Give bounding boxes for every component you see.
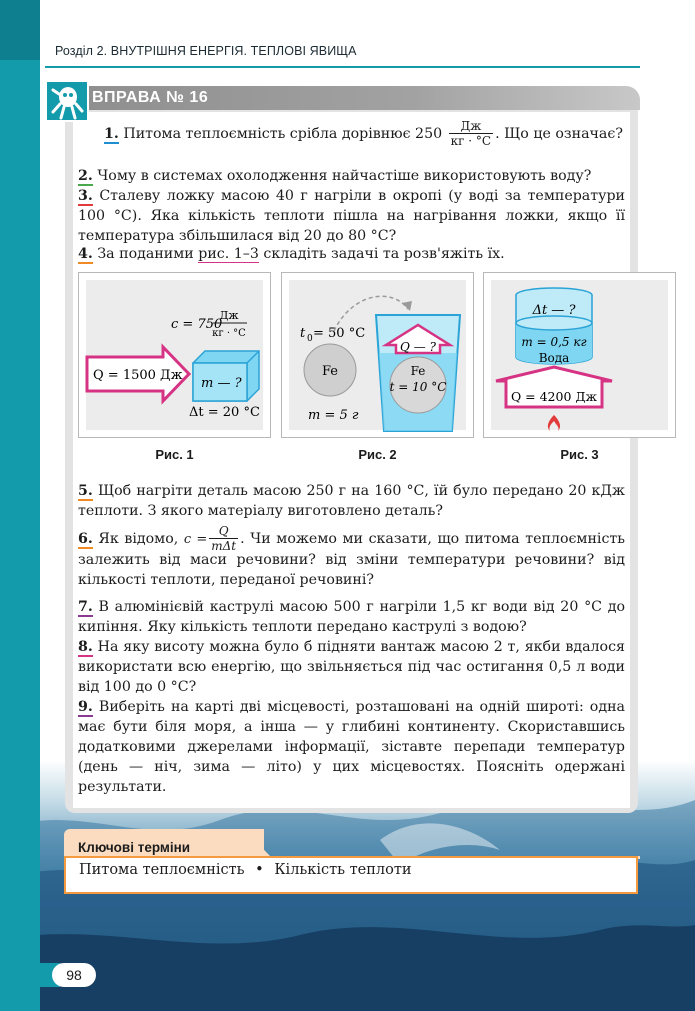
figure-3 (483, 272, 676, 438)
key-terms-tab-slope (230, 829, 640, 859)
mass-unknown-label: m — ? (201, 376, 242, 391)
task-2 (78, 166, 625, 186)
task-text: За поданими (97, 246, 194, 262)
task-number: 9. (78, 699, 93, 715)
water-mass-label: m = 0,5 кг (521, 335, 587, 349)
task-text: Чому в системах охолодження найчастіше використовують воду? (97, 168, 592, 184)
task-text: складіть задачі та розв'яжіть їх. (263, 246, 505, 262)
task-text: . Що це означає? (495, 126, 623, 142)
final-temp-label: t = 10 °С (389, 380, 447, 394)
figure-2-caption: Рис. 2 (358, 447, 397, 462)
flame-icon (548, 415, 560, 431)
task-text: В алюмінієвій каструлі масою 500 г нагріли 1,5 кг води від 20 °С до кипіння. Яку кількість теплоти передано каструлі з водою? (78, 599, 626, 635)
formula-fraction: $\frac{Q}{\text{mΔt}}$ (211, 523, 237, 553)
task-8 (78, 637, 625, 697)
exercise-mascot-icon (45, 80, 89, 122)
iron-ball-label-2: Fe (410, 364, 426, 378)
task-6 (78, 523, 625, 590)
task-number: 5. (78, 483, 93, 499)
initial-temp-value: = 50 °С (313, 326, 366, 341)
exercise-title: ВПРАВА № 16 (92, 89, 209, 106)
task-text: На яку висоту можна було б підняти вантаж масою 2 т, якби вдалося використати всю енергію, що звільняється під час остигання 0,5 л води від 100 до 0 °С? (78, 639, 625, 695)
key-terms-list (79, 859, 412, 881)
task-number: 4. (78, 246, 93, 262)
supplied-heat-label: Q = 4200 Дж (510, 389, 598, 404)
task-9 (78, 697, 625, 797)
header-rule (45, 66, 640, 68)
task-number: 3. (78, 188, 93, 204)
task-number: 6. (78, 531, 93, 547)
task-4 (78, 244, 625, 264)
term-separator: • (255, 862, 264, 878)
figure-3-caption: Рис. 3 (560, 447, 599, 462)
temp-change-unknown-label: Δt — ? (532, 303, 576, 318)
initial-temp-subscript: 0 (307, 334, 313, 344)
unit-numerator: Дж (219, 309, 239, 322)
task-1 (78, 118, 625, 148)
running-header: Розділ 2. ВНУТРІШНЯ ЕНЕРГІЯ. ТЕПЛОВІ ЯВИЩА (55, 44, 357, 58)
task-text: Як відомо, (98, 531, 179, 547)
key-terms-title: Ключові терміни (78, 840, 191, 855)
temperature-change-label: Δt = 20 °С (189, 405, 260, 420)
water-label: Вода (538, 351, 570, 365)
left-margin-strip (0, 0, 40, 1011)
key-term: Питома теплоємність (79, 862, 245, 878)
top-corner-block (0, 0, 40, 60)
figure-1 (78, 272, 271, 438)
figure-reference-link[interactable]: рис. 1–3 (198, 246, 259, 262)
task-number: 8. (78, 639, 93, 655)
task-number: 1. (104, 126, 119, 142)
formula-lhs: c = (183, 532, 208, 547)
task-text: . Чи можемо ми сказати, що питома теплоємність залежить від маси речовини? від зміни температури речовини? від кількості теплоти, переданої речовині? (78, 531, 625, 588)
task-text: Виберіть на карті дві місцевості, розташовані на одній широті: одна має бути біля моря, а інша — у глибині континенту. Скориставшись додатковими джерелами інформації, зіставте перепади температур (день — ніч, зима — літо) у цих місцевостях. Поясніть одержані результати. (78, 699, 625, 795)
task-text: Сталеву ложку масою 40 г нагріли в окропі (у воді за температури 100 °С). Яка кількість теплоти пішла на нагрівання ложки, якщо її температура збільшилася від 20 до 80 °С? (78, 188, 625, 244)
heat-unknown-label: Q — ? (400, 340, 436, 354)
unit-fraction: $\frac{Дж}{кг \cdot ^\circ С}$ (450, 118, 492, 148)
task-7 (78, 597, 625, 637)
task-5 (78, 481, 625, 521)
heat-amount-label: Q = 1500 Дж (93, 368, 183, 383)
page-number-bar (0, 963, 60, 987)
task-number: 2. (78, 168, 93, 184)
specific-heat-label: c = 750 (171, 317, 223, 332)
iron-ball-label: Fe (321, 364, 339, 379)
ball-mass-label: m = 5 г (308, 408, 359, 423)
initial-temp-label: t (300, 326, 306, 341)
unit-denominator: кг · °С (212, 328, 246, 339)
figure-2 (281, 272, 474, 438)
page-number: 98 (52, 963, 96, 987)
key-term: Кількість теплоти (274, 862, 412, 878)
task-3 (78, 186, 625, 246)
task-number: 7. (78, 599, 93, 615)
task-text: Питома теплоємність срібла дорівнює 250 (123, 126, 443, 142)
figure-1-caption: Рис. 1 (155, 447, 194, 462)
task-text: Щоб нагріти деталь масою 250 г на 160 °С, їй було передано 20 кДж теплоти. З якого матеріалу виготовлено деталь? (78, 483, 625, 519)
